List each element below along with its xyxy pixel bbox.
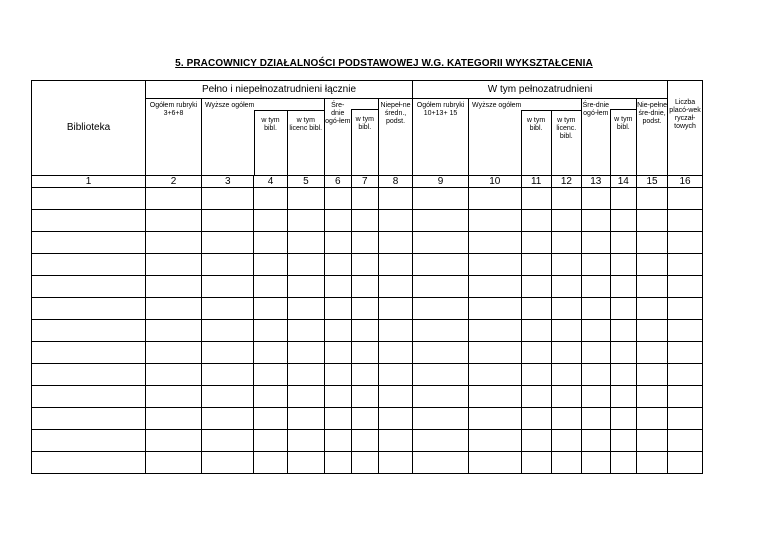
table-cell[interactable] (146, 386, 202, 408)
table-cell[interactable] (32, 342, 146, 364)
column-number-8: 8 (379, 176, 413, 188)
table-cell[interactable] (582, 210, 611, 232)
table-cell[interactable] (32, 276, 146, 298)
table-cell[interactable] (146, 452, 202, 474)
header-c15: Nie-pełne śre-dnie, podst. (637, 99, 668, 176)
table-cell[interactable] (610, 452, 636, 474)
table-cell[interactable] (469, 386, 521, 408)
table-cell[interactable] (379, 452, 413, 474)
table-cell[interactable] (146, 298, 202, 320)
table-cell[interactable] (521, 254, 551, 276)
table-cell[interactable] (521, 298, 551, 320)
header-biblioteka: Biblioteka (32, 81, 146, 176)
column-number-12: 12 (551, 176, 581, 188)
table-cell[interactable] (469, 298, 521, 320)
table-cell[interactable] (521, 452, 551, 474)
table-cell[interactable] (582, 276, 611, 298)
header-c6-group (325, 99, 379, 176)
table-cell[interactable] (202, 320, 254, 342)
table-cell[interactable] (551, 232, 581, 254)
group-header-total: Pełno i niepełnozatrudnieni łącznie (146, 81, 413, 99)
table-cell[interactable] (551, 276, 581, 298)
table-cell[interactable] (379, 276, 413, 298)
table-cell[interactable] (254, 320, 287, 342)
table-cell[interactable] (637, 210, 668, 232)
table-row (32, 276, 703, 298)
table-cell[interactable] (254, 342, 287, 364)
table-cell[interactable] (254, 276, 287, 298)
table-cell[interactable] (32, 188, 146, 210)
table-cell[interactable] (146, 364, 202, 386)
table-cell[interactable] (637, 254, 668, 276)
table-cell[interactable] (637, 386, 668, 408)
table-cell[interactable] (469, 320, 521, 342)
table-cell[interactable] (668, 276, 703, 298)
table-cell[interactable] (413, 320, 469, 342)
header-c13-group (582, 99, 637, 176)
table-cell[interactable] (351, 408, 379, 430)
table-cell[interactable] (668, 342, 703, 364)
column-number-1: 1 (32, 176, 146, 188)
table-cell[interactable] (610, 210, 636, 232)
table-cell[interactable] (325, 232, 351, 254)
table-cell[interactable] (146, 254, 202, 276)
column-number-row (32, 176, 703, 188)
header-c5: w tym licenc bibl. (287, 111, 324, 176)
column-number-7: 7 (351, 176, 379, 188)
table-cell[interactable] (551, 320, 581, 342)
table-cell[interactable] (637, 430, 668, 452)
header-c16: Liczba placó-wek ryczał-towych (668, 81, 703, 176)
table-cell[interactable] (254, 210, 287, 232)
table-cell[interactable] (379, 408, 413, 430)
column-number-14: 14 (610, 176, 636, 188)
table-cell[interactable] (287, 254, 324, 276)
table-cell[interactable] (325, 452, 351, 474)
table-cell[interactable] (32, 364, 146, 386)
table-cell[interactable] (551, 188, 581, 210)
table-cell[interactable] (202, 386, 254, 408)
table-cell[interactable] (469, 342, 521, 364)
table-cell[interactable] (287, 232, 324, 254)
table-cell[interactable] (325, 408, 351, 430)
table-cell[interactable] (582, 320, 611, 342)
table-cell[interactable] (610, 364, 636, 386)
table-cell[interactable] (637, 232, 668, 254)
table-cell[interactable] (521, 210, 551, 232)
table-cell[interactable] (254, 232, 287, 254)
table-cell[interactable] (202, 408, 254, 430)
table-cell[interactable] (469, 408, 521, 430)
table-cell[interactable] (202, 232, 254, 254)
table-cell[interactable] (254, 430, 287, 452)
table-cell[interactable] (325, 210, 351, 232)
table-cell[interactable] (582, 298, 611, 320)
column-number-5: 5 (287, 176, 324, 188)
table-cell[interactable] (521, 430, 551, 452)
column-number-4: 4 (254, 176, 287, 188)
column-number-10: 10 (469, 176, 521, 188)
table-cell[interactable] (287, 276, 324, 298)
table-cell[interactable] (32, 254, 146, 276)
table-cell[interactable] (413, 342, 469, 364)
table-cell[interactable] (146, 342, 202, 364)
table-cell[interactable] (521, 386, 551, 408)
table-cell[interactable] (668, 386, 703, 408)
table-cell[interactable] (325, 320, 351, 342)
column-number-15: 15 (637, 176, 668, 188)
table-cell[interactable] (610, 232, 636, 254)
table-row (32, 232, 703, 254)
table-cell[interactable] (551, 364, 581, 386)
table-cell[interactable] (521, 188, 551, 210)
table-cell[interactable] (379, 188, 413, 210)
table-cell[interactable] (202, 430, 254, 452)
table-row (32, 364, 703, 386)
table-cell[interactable] (469, 210, 521, 232)
table-cell[interactable] (32, 408, 146, 430)
table-cell[interactable] (287, 364, 324, 386)
table-cell[interactable] (146, 210, 202, 232)
column-number-9: 9 (413, 176, 469, 188)
table-row (32, 188, 703, 210)
table-cell[interactable] (32, 430, 146, 452)
header-c10-group (469, 99, 582, 176)
table-cell[interactable] (413, 452, 469, 474)
table-cell[interactable] (582, 254, 611, 276)
table-cell[interactable] (668, 320, 703, 342)
table-cell[interactable] (582, 364, 611, 386)
table-cell[interactable] (637, 364, 668, 386)
table-cell[interactable] (469, 364, 521, 386)
header-c3: Wyższe ogółem (205, 102, 255, 109)
table-cell[interactable] (469, 430, 521, 452)
table-row (32, 408, 703, 430)
table-cell[interactable] (351, 364, 379, 386)
table-cell[interactable] (551, 254, 581, 276)
header-c2: Ogółem rubryki 3+6+8 (146, 99, 202, 176)
table-cell[interactable] (413, 364, 469, 386)
table-cell[interactable] (379, 430, 413, 452)
table-cell[interactable] (610, 298, 636, 320)
header-c12: w tym licenc. bibl. (551, 111, 581, 176)
table-cell[interactable] (668, 298, 703, 320)
table-cell[interactable] (254, 386, 287, 408)
table-cell[interactable] (202, 364, 254, 386)
table-row (32, 254, 703, 276)
table-cell[interactable] (379, 320, 413, 342)
table-cell[interactable] (379, 364, 413, 386)
table-cell[interactable] (325, 386, 351, 408)
table-cell[interactable] (610, 320, 636, 342)
table-cell[interactable] (637, 320, 668, 342)
table-cell[interactable] (469, 188, 521, 210)
table-cell[interactable] (469, 232, 521, 254)
table-cell[interactable] (521, 408, 551, 430)
table-cell[interactable] (351, 298, 379, 320)
table-cell[interactable] (637, 452, 668, 474)
table-cell[interactable] (254, 364, 287, 386)
table-cell[interactable] (379, 342, 413, 364)
table-cell[interactable] (287, 298, 324, 320)
column-number-11: 11 (521, 176, 551, 188)
table-cell[interactable] (668, 210, 703, 232)
table-cell[interactable] (146, 232, 202, 254)
table-cell[interactable] (413, 408, 469, 430)
table-cell[interactable] (521, 320, 551, 342)
table-cell[interactable] (610, 386, 636, 408)
education-category-table (31, 80, 703, 474)
table-cell[interactable] (551, 386, 581, 408)
table-cell[interactable] (325, 342, 351, 364)
table-cell[interactable] (551, 452, 581, 474)
table-cell[interactable] (637, 342, 668, 364)
table-cell[interactable] (521, 342, 551, 364)
table-cell[interactable] (202, 298, 254, 320)
table-cell[interactable] (287, 320, 324, 342)
header-c4: w tym bibl. (254, 111, 287, 176)
table-cell[interactable] (551, 210, 581, 232)
table-cell[interactable] (325, 188, 351, 210)
header-c11: w tym bibl. (521, 111, 551, 176)
table-cell[interactable] (668, 452, 703, 474)
table-row (32, 386, 703, 408)
table-cell[interactable] (287, 188, 324, 210)
table-cell[interactable] (32, 320, 146, 342)
table-cell[interactable] (637, 298, 668, 320)
header-c14: w tym bibl. (610, 109, 636, 175)
table-cell[interactable] (351, 210, 379, 232)
table-cell[interactable] (146, 276, 202, 298)
table-row (32, 298, 703, 320)
table-cell[interactable] (637, 276, 668, 298)
table-cell[interactable] (351, 276, 379, 298)
header-c10: Wyższe ogółem (472, 102, 522, 109)
table-body (32, 188, 703, 474)
table-cell[interactable] (379, 298, 413, 320)
table-cell[interactable] (413, 430, 469, 452)
header-c7: w tym bibl. (351, 109, 378, 175)
table-cell[interactable] (582, 188, 611, 210)
table-cell[interactable] (351, 452, 379, 474)
table-cell[interactable] (202, 276, 254, 298)
column-number-16: 16 (668, 176, 703, 188)
table-cell[interactable] (325, 364, 351, 386)
table-cell[interactable] (379, 386, 413, 408)
table-cell[interactable] (637, 188, 668, 210)
table-cell[interactable] (202, 210, 254, 232)
table-cell[interactable] (32, 232, 146, 254)
table-cell[interactable] (202, 254, 254, 276)
table-cell[interactable] (325, 298, 351, 320)
table-cell[interactable] (582, 232, 611, 254)
table-cell[interactable] (521, 276, 551, 298)
table-cell[interactable] (379, 232, 413, 254)
table-row (32, 430, 703, 452)
group-header-fulltime: W tym pełnozatrudnieni (413, 81, 668, 99)
table-cell[interactable] (668, 188, 703, 210)
column-number-3: 3 (202, 176, 254, 188)
table-cell[interactable] (379, 210, 413, 232)
header-c13: Śre-dnie ogó-łem (582, 102, 610, 117)
table-cell[interactable] (287, 342, 324, 364)
table-cell[interactable] (287, 430, 324, 452)
table-cell[interactable] (413, 210, 469, 232)
table-cell[interactable] (379, 254, 413, 276)
table-cell[interactable] (551, 430, 581, 452)
page-title: 5. PRACOWNICY DZIAŁALNOŚCI PODSTAWOWEJ W.G. KATEGORII WYKSZTAŁCENIA (175, 58, 593, 69)
header-c9: Ogółem rubryki 10+13+ 15 (413, 99, 469, 176)
table-cell[interactable] (582, 430, 611, 452)
table-cell[interactable] (254, 188, 287, 210)
table-cell[interactable] (582, 386, 611, 408)
table-cell[interactable] (146, 188, 202, 210)
table-cell[interactable] (637, 408, 668, 430)
table-cell[interactable] (413, 188, 469, 210)
table-cell[interactable] (287, 452, 324, 474)
table-cell[interactable] (254, 298, 287, 320)
table-cell[interactable] (668, 408, 703, 430)
table-cell[interactable] (202, 342, 254, 364)
table-cell[interactable] (668, 430, 703, 452)
table-cell[interactable] (254, 408, 287, 430)
table-cell[interactable] (413, 232, 469, 254)
table-cell[interactable] (254, 452, 287, 474)
table-cell[interactable] (202, 452, 254, 474)
table-cell[interactable] (32, 386, 146, 408)
table-cell[interactable] (146, 430, 202, 452)
table-row (32, 342, 703, 364)
table-cell[interactable] (146, 320, 202, 342)
table-row (32, 452, 703, 474)
table-cell[interactable] (287, 408, 324, 430)
table-cell[interactable] (610, 408, 636, 430)
table-cell[interactable] (413, 276, 469, 298)
table-cell[interactable] (582, 408, 611, 430)
table-cell[interactable] (521, 364, 551, 386)
table-cell[interactable] (582, 342, 611, 364)
table-cell[interactable] (32, 298, 146, 320)
table-cell[interactable] (668, 254, 703, 276)
table-cell[interactable] (287, 386, 324, 408)
table-cell[interactable] (146, 408, 202, 430)
table-cell[interactable] (413, 386, 469, 408)
table-cell[interactable] (32, 452, 146, 474)
table-cell[interactable] (551, 342, 581, 364)
table-cell[interactable] (351, 254, 379, 276)
table-cell[interactable] (582, 452, 611, 474)
table-cell[interactable] (254, 254, 287, 276)
table-cell[interactable] (668, 232, 703, 254)
table-cell[interactable] (413, 298, 469, 320)
table-cell[interactable] (610, 430, 636, 452)
column-number-6: 6 (325, 176, 351, 188)
table-cell[interactable] (287, 210, 324, 232)
table-cell[interactable] (325, 254, 351, 276)
table-cell[interactable] (351, 386, 379, 408)
table-cell[interactable] (551, 408, 581, 430)
header-c3-group (202, 99, 325, 176)
table-cell[interactable] (325, 430, 351, 452)
table-cell[interactable] (610, 342, 636, 364)
table-row (32, 210, 703, 232)
table-cell[interactable] (668, 364, 703, 386)
table-cell[interactable] (202, 188, 254, 210)
column-number-2: 2 (146, 176, 202, 188)
table-cell[interactable] (351, 430, 379, 452)
table-cell[interactable] (351, 342, 379, 364)
table-row (32, 320, 703, 342)
table-cell[interactable] (610, 276, 636, 298)
header-group-row (32, 81, 703, 99)
table-cell[interactable] (610, 254, 636, 276)
header-c8: Niepeł-ne średn., podst. (379, 99, 413, 176)
table-cell[interactable] (351, 320, 379, 342)
column-number-13: 13 (582, 176, 611, 188)
table-cell[interactable] (521, 232, 551, 254)
table-cell[interactable] (469, 254, 521, 276)
table-cell[interactable] (551, 298, 581, 320)
table-cell[interactable] (32, 210, 146, 232)
table-cell[interactable] (469, 452, 521, 474)
table-cell[interactable] (469, 276, 521, 298)
table-cell[interactable] (351, 232, 379, 254)
table-cell[interactable] (325, 276, 351, 298)
table-cell[interactable] (610, 188, 636, 210)
header-c6: Śre-dnie ogó-łem (325, 102, 351, 125)
table-cell[interactable] (351, 188, 379, 210)
table-cell[interactable] (413, 254, 469, 276)
